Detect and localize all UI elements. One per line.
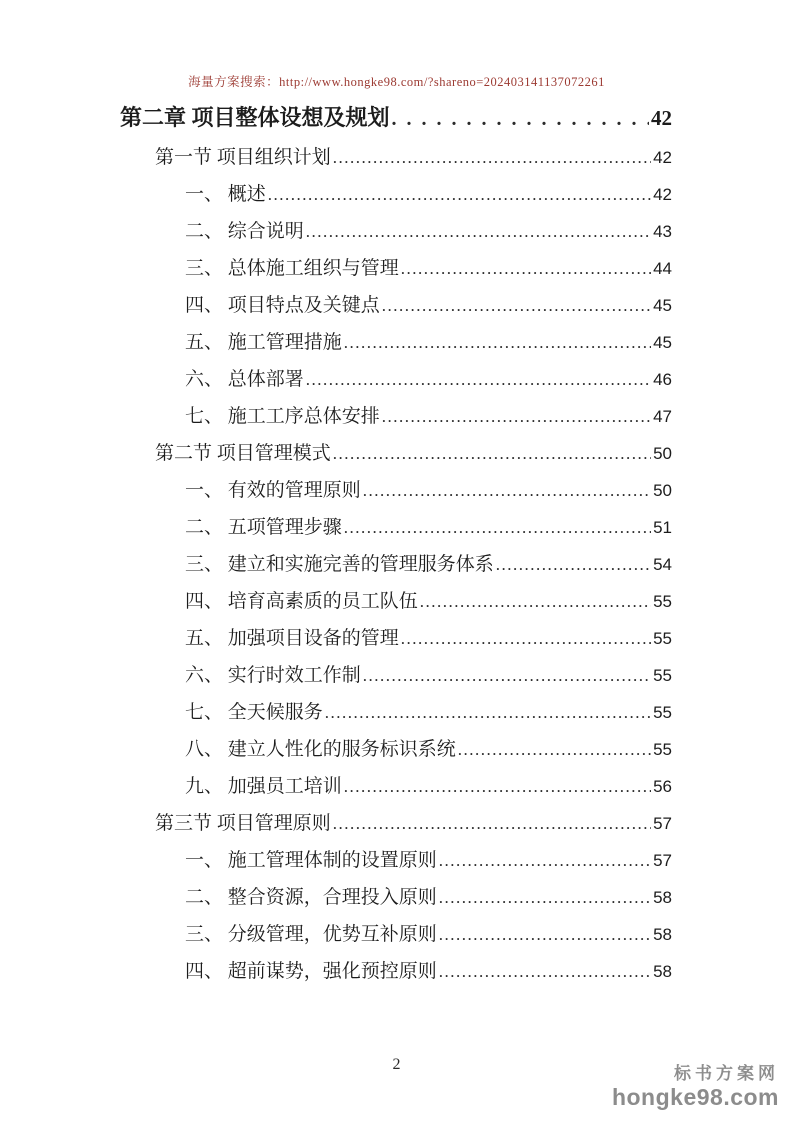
toc-entry-page-number: 44	[653, 259, 672, 278]
toc-chapter-page-number: 42	[651, 106, 672, 130]
toc-entry	[185, 331, 672, 355]
toc-entry-title: 四、 超前谋势，强化预控原则	[185, 961, 437, 982]
toc-entry-page-number: 55	[653, 666, 672, 685]
toc-entry-page-number: 57	[653, 814, 672, 833]
toc-entry-title: 第三节 项目管理原则	[155, 813, 331, 834]
toc-entry-title: 五、 施工管理措施	[185, 332, 342, 353]
toc-entry	[185, 886, 672, 910]
toc-entry-page-number: 55	[653, 592, 672, 611]
dot-leader	[306, 220, 651, 244]
toc-entry-title: 八、 建立人性化的服务标识系统	[185, 739, 456, 760]
toc-chapter-row	[120, 103, 672, 134]
site-watermark	[612, 1064, 779, 1110]
toc-entry-page-number: 56	[653, 777, 672, 796]
toc-entry-title: 七、 全天候服务	[185, 702, 323, 723]
toc-entry-title: 五、 加强项目设备的管理	[185, 628, 399, 649]
dot-leader	[439, 886, 651, 910]
dot-leader	[458, 738, 651, 762]
toc-entry	[185, 553, 672, 577]
toc-entry	[185, 701, 672, 725]
dot-leader	[401, 257, 651, 281]
dot-leader	[439, 849, 651, 873]
toc-entry-page-number: 42	[653, 185, 672, 204]
dot-leader	[382, 294, 651, 318]
toc-entry-title: 一、 有效的管理原则	[185, 480, 361, 501]
toc-entry-title: 一、 施工管理体制的设置原则	[185, 850, 437, 871]
toc-entry-title: 二、 整合资源，合理投入原则	[185, 887, 437, 908]
toc-entry-title: 六、 实行时效工作制	[185, 665, 361, 686]
toc-entry-page-number: 55	[653, 629, 672, 648]
toc-entry-page-number: 51	[653, 518, 672, 537]
dot-leader	[363, 664, 651, 688]
toc-entry-page-number: 47	[653, 407, 672, 426]
toc-entry-page-number: 57	[653, 851, 672, 870]
toc-entry	[185, 627, 672, 651]
toc-entry	[155, 146, 672, 170]
toc-entry-page-number: 50	[653, 481, 672, 500]
toc-entry	[185, 923, 672, 947]
toc-entry-title: 四、 项目特点及关键点	[185, 295, 380, 316]
toc-entry-title: 三、 建立和实施完善的管理服务体系	[185, 554, 494, 575]
toc-entry-title: 六、 总体部署	[185, 369, 304, 390]
toc-entry	[185, 294, 672, 318]
promo-header-text: 海量方案搜索：http://www.hongke98.com/?shareno=202403141137072261	[188, 75, 605, 89]
toc-entry-page-number: 54	[653, 555, 672, 574]
dot-leader	[268, 183, 651, 207]
toc-entry	[155, 812, 672, 836]
toc-entry	[185, 960, 672, 984]
dot-leader	[439, 960, 651, 984]
dot-leader	[344, 331, 651, 355]
toc-entry	[185, 775, 672, 799]
toc-entry-page-number: 45	[653, 333, 672, 352]
toc-entry	[185, 479, 672, 503]
dot-leader	[344, 516, 651, 540]
toc-entry-title: 二、 综合说明	[185, 221, 304, 242]
table-of-contents	[120, 103, 672, 984]
dot-leader	[363, 479, 651, 503]
toc-entry-title: 一、 概述	[185, 184, 266, 205]
toc-entry-page-number: 43	[653, 222, 672, 241]
dot-leader	[325, 701, 651, 725]
toc-entry-list	[120, 146, 672, 984]
toc-entry	[185, 738, 672, 762]
toc-entry	[185, 368, 672, 392]
dot-leader	[382, 405, 651, 429]
toc-entry-page-number: 58	[653, 888, 672, 907]
dot-leader	[439, 923, 651, 947]
dot-leader	[420, 590, 651, 614]
dot-leader	[344, 775, 651, 799]
dot-leader	[401, 627, 651, 651]
toc-entry-page-number: 46	[653, 370, 672, 389]
watermark-site-name: 标书方案网	[674, 1064, 779, 1084]
toc-entry-page-number: 55	[653, 703, 672, 722]
footer-page-number: 2	[392, 1056, 401, 1073]
toc-entry-page-number: 42	[653, 148, 672, 167]
toc-entry	[185, 664, 672, 688]
toc-entry	[185, 405, 672, 429]
toc-entry	[155, 442, 672, 466]
dot-leader	[333, 812, 651, 836]
toc-entry-title: 第二节 项目管理模式	[155, 443, 331, 464]
dot-leader	[333, 442, 651, 466]
toc-entry	[185, 516, 672, 540]
toc-entry	[185, 220, 672, 244]
toc-entry-page-number: 50	[653, 444, 672, 463]
toc-entry-title: 九、 加强员工培训	[185, 776, 342, 797]
toc-entry-title: 二、 五项管理步骤	[185, 517, 342, 538]
toc-chapter-title: 第二章 项目整体设想及规划	[120, 105, 390, 130]
toc-entry	[185, 590, 672, 614]
toc-entry-title: 第一节 项目组织计划	[155, 147, 331, 168]
toc-entry-title: 三、 总体施工组织与管理	[185, 258, 399, 279]
toc-entry	[185, 257, 672, 281]
toc-entry-title: 三、 分级管理，优势互补原则	[185, 924, 437, 945]
toc-entry-page-number: 55	[653, 740, 672, 759]
toc-entry-page-number: 45	[653, 296, 672, 315]
toc-entry	[185, 183, 672, 207]
dot-leader	[333, 146, 651, 170]
dot-leader	[306, 368, 651, 392]
dot-leader	[496, 553, 651, 577]
toc-entry-page-number: 58	[653, 925, 672, 944]
toc-entry-page-number: 58	[653, 962, 672, 981]
dot-leader	[392, 103, 649, 134]
toc-entry-title: 四、 培育高素质的员工队伍	[185, 591, 418, 612]
toc-entry-title: 七、 施工工序总体安排	[185, 406, 380, 427]
watermark-site-domain: hongke98.com	[611, 1083, 779, 1110]
toc-entry	[185, 849, 672, 873]
